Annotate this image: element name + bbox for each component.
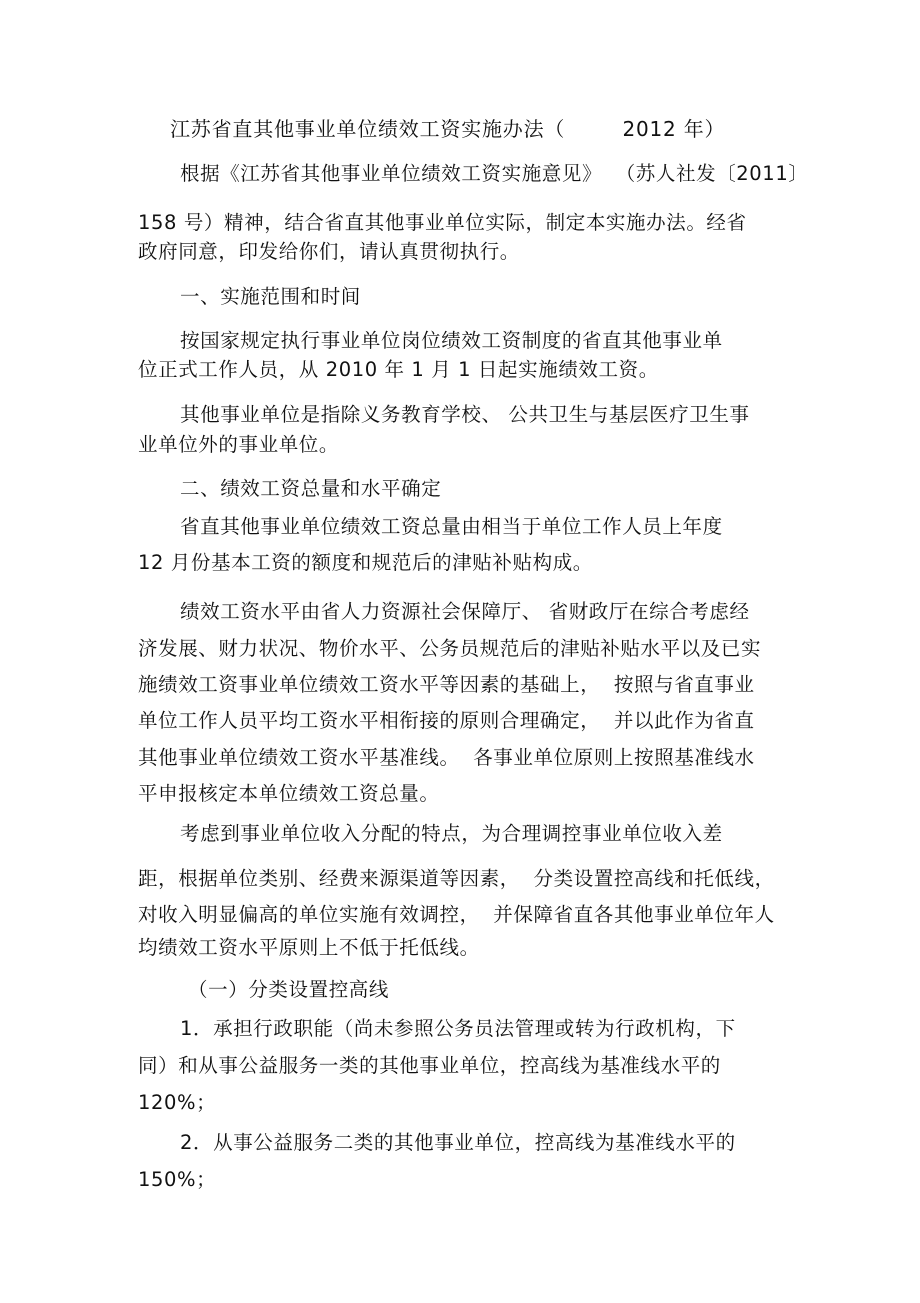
paragraph-line: 1．承担行政职能（尚未参照公务员法管理或转为行政机构，下	[180, 1017, 736, 1040]
paragraph-line: 绩效工资水平由省人力资源社会保障厅、 省财政厅在综合考虑经	[180, 600, 750, 623]
paragraph-line: 2．从事公益服务二类的其他事业单位，控高线为基准线水平的	[180, 1131, 736, 1154]
paragraph-line: 位正式工作人员，从 2010 年 1 月 1 日起实施绩效工资。	[138, 358, 659, 381]
paragraph-line: 同）和从事公益服务一类的其他事业单位，控高线为基准线水平的	[138, 1054, 721, 1077]
document-title: 江苏省直其他事业单位绩效工资实施办法（ 2012 年）	[170, 117, 726, 141]
section-heading: 一、实施范围和时间	[180, 285, 361, 308]
subsection-heading: （一）分类设置控高线	[188, 978, 390, 1001]
paragraph-line: 其他事业单位是指除义务教育学校、 公共卫生与基层医疗卫生事	[180, 403, 750, 426]
paragraph-line: 根据《江苏省其他事业单位绩效工资实施意见》 （苏人社发〔2011〕	[180, 162, 809, 185]
paragraph-line: 单位工作人员平均工资水平相衔接的原则合理确定， 并以此作为省直	[138, 709, 755, 732]
paragraph-line: 距，根据单位类别、经费来源渠道等因素， 分类设置控高线和托低线，	[138, 867, 775, 890]
paragraph-line: 考虑到事业单位收入分配的特点，为合理调控事业单位收入差	[180, 822, 723, 845]
paragraph-line: 对收入明显偏高的单位实施有效调控， 并保障省直各其他事业单位年人	[138, 903, 775, 926]
paragraph-line: 平申报核定本单位绩效工资总量。	[138, 782, 440, 805]
paragraph-line: 施绩效工资事业单位绩效工资水平等因素的基础上， 按照与省直事业	[138, 673, 755, 696]
paragraph-line: 省直其他事业单位绩效工资总量由相当于单位工作人员上年度	[180, 515, 723, 538]
paragraph-line: 150%；	[138, 1168, 217, 1191]
paragraph-line: 政府同意，印发给你们，请认真贯彻执行。	[138, 240, 520, 263]
paragraph-line: 济发展、财力状况、物价水平、公务员规范后的津贴补贴水平以及已实	[138, 637, 762, 660]
paragraph-line: 按国家规定执行事业单位岗位绩效工资制度的省直其他事业单	[180, 329, 723, 352]
section-heading: 二、绩效工资总量和水平确定	[180, 477, 442, 500]
paragraph-line: 业单位外的事业单位。	[138, 433, 340, 456]
paragraph-line: 120%；	[138, 1091, 217, 1114]
paragraph-line: 158 号）精神，结合省直其他事业单位实际，制定本实施办法。经省	[138, 211, 747, 234]
paragraph-line: 其他事业单位绩效工资水平基准线。 各事业单位原则上按照基准线水	[138, 746, 755, 769]
paragraph-line: 均绩效工资水平原则上不低于托低线。	[138, 936, 480, 959]
paragraph-line: 12 月份基本工资的额度和规范后的津贴补贴构成。	[138, 551, 593, 574]
